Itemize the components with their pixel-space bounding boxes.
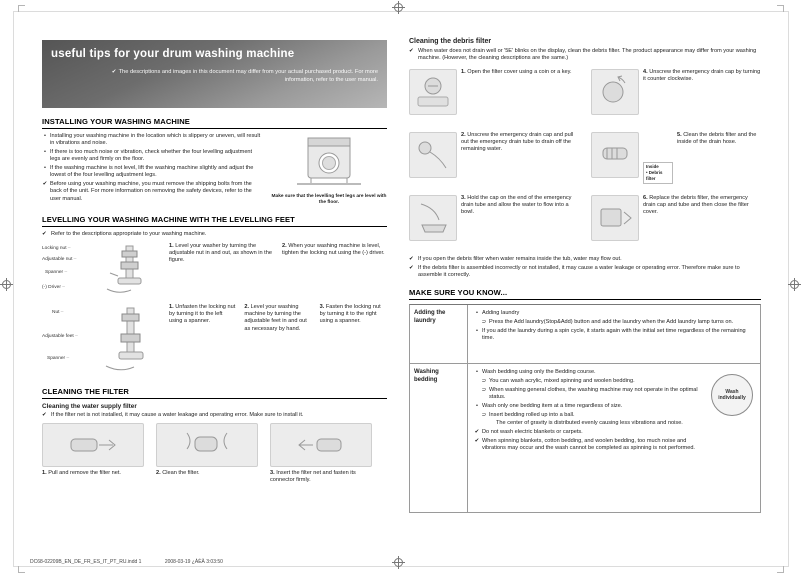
step-number: 3. xyxy=(461,194,466,201)
step-number: 1. xyxy=(169,242,174,249)
step-text: Clean the filter. xyxy=(162,470,200,476)
banner-note-text: The descriptions and images in this document may differ from your actual purchased product. For more information, refer to the user manual. xyxy=(118,69,378,83)
page-title: useful tips for your drum washing machine xyxy=(51,48,295,60)
debris-step-photo xyxy=(409,132,457,178)
list-item-text: Do not wash electric blankets or carpets. xyxy=(482,429,583,436)
list-item xyxy=(474,403,708,410)
levelling-steps-2 xyxy=(169,304,387,378)
step xyxy=(156,470,258,485)
badge-text: Wash xyxy=(725,389,739,396)
list-item-text: Before using your washing machine, you must remove the shipping bolts from the back of the unit. For more information on removing the safety devices, refer to the user manual. xyxy=(50,181,252,202)
list-item-text: The center of gravity is distributed evenly causing less vibrations and noise. xyxy=(496,420,683,427)
step-number: 1. xyxy=(42,470,47,476)
print-footer xyxy=(30,559,223,565)
footer-timestamp: 2008-03-19 ¿ÀÈÄ 3:03:50 xyxy=(164,559,223,565)
check-icon: ✔ xyxy=(409,255,414,262)
step-number: 4. xyxy=(643,68,648,75)
crop-mark-icon xyxy=(777,5,784,12)
list-item xyxy=(474,438,708,453)
subsection-heading-water-supply-filter: Cleaning the water supply filter xyxy=(42,402,137,410)
step-body: Replace the debris filter, the emergency drain cap and tube and then close the filter cover. xyxy=(643,194,749,216)
debris-note xyxy=(409,48,761,63)
filter-note xyxy=(42,412,387,419)
step xyxy=(591,195,761,251)
inset-label-line: Inside xyxy=(646,164,659,170)
row-label: Adding the laundry xyxy=(410,305,468,363)
section-heading-cleaning-filter: CLEANING THE FILTER xyxy=(42,387,387,399)
insert-filter-net-illustration xyxy=(291,427,351,463)
list-item-text: You can wash acrylic, mixed spinning and woolen bedding. xyxy=(489,378,635,385)
step-body: Hold the cap on the end of the emergency drain tube and allow the water to flow into a bowl. xyxy=(461,194,572,216)
step xyxy=(282,243,387,297)
row-content xyxy=(468,364,760,512)
inset-label-line: • Debris filter xyxy=(646,170,663,181)
list-item xyxy=(481,319,754,326)
note-text: Refer to the descriptions appropriate to your washing machine. xyxy=(51,231,207,238)
clean-filter-illustration xyxy=(177,427,237,463)
coin-open-cover-illustration xyxy=(413,73,453,111)
step xyxy=(409,195,579,251)
badge-text: individually xyxy=(718,395,746,402)
step xyxy=(320,304,387,378)
list-item-text: When washing general clothes, the washing machine may not operate in the optimal status. xyxy=(489,386,698,401)
list-item-text: If there is too much noise or vibration, check whether the four levelling adjustment legs are evenly and firmly on the floor. xyxy=(50,149,253,163)
check-icon: ✔ xyxy=(474,429,480,436)
inset-label xyxy=(643,162,673,183)
list-item xyxy=(42,165,263,180)
footer-filename: DC68-02209B_EN_DE_FR_ES_IT_PT_RU.indd 1 xyxy=(30,559,142,565)
bullet-icon: • xyxy=(476,369,478,376)
step-text: Level your washing machine by turning the adjustable feet in and out as necessary by hand. xyxy=(244,303,307,332)
levelling-leg-illustration xyxy=(102,243,156,297)
step xyxy=(244,304,311,378)
diagram-label: Nut – xyxy=(52,310,63,315)
list-item-text: Installing your washing machine in the location which is slippery or uneven, will result in vibrations and noise. xyxy=(50,133,261,147)
banner-note xyxy=(51,69,378,85)
sub-bullet-icon: ⊃ xyxy=(481,386,487,393)
sub-bullet-icon: ⊃ xyxy=(481,411,487,418)
registration-mark-icon xyxy=(790,280,799,289)
diagram-label: Adjustable feet – xyxy=(42,334,78,339)
clean-debris-filter-illustration xyxy=(595,136,635,174)
bullet-icon xyxy=(488,420,494,427)
list-item xyxy=(481,412,708,419)
check-icon: ✔ xyxy=(42,231,47,238)
step-number: 2. xyxy=(461,131,466,138)
step xyxy=(270,470,372,485)
list-item xyxy=(474,369,708,376)
debris-step-photo xyxy=(409,195,457,241)
step-number: 1. xyxy=(461,68,466,75)
levelling-diagram-1 xyxy=(42,243,387,297)
washing-machine-illustration xyxy=(293,135,365,187)
section-heading-installing: INSTALLING YOUR WASHING MACHINE xyxy=(42,117,387,129)
registration-mark-icon xyxy=(2,280,11,289)
list-item xyxy=(474,328,754,343)
note-text: If the filter net is not installed, it may cause a water leakage and operating error. Make sure to install it. xyxy=(51,411,304,418)
wash-individually-badge xyxy=(711,374,753,416)
subsection-heading-debris-filter: Cleaning the debris filter xyxy=(409,38,492,45)
step-body: Unscrew the emergency drain cap by turning it counter clockwise. xyxy=(643,68,761,82)
bullet-icon: • xyxy=(476,310,478,317)
list-item-text: When spinning blankets, cotton bedding, and woolen bedding, too much noise and vibrations may occur and the wash cannot be completed as spinning is not performed. xyxy=(482,437,695,452)
step xyxy=(169,304,236,378)
row-content xyxy=(468,305,760,363)
filter-step-photo xyxy=(42,423,144,467)
installing-section xyxy=(42,133,387,206)
step-body: Open the filter cover using a coin or a key. xyxy=(467,68,572,75)
section-heading-make-sure: MAKE SURE YOU KNOW... xyxy=(409,288,761,300)
step-number: 3. xyxy=(319,303,325,310)
replace-filter-cover-illustration xyxy=(595,199,635,237)
filter-step-photo xyxy=(270,423,372,467)
step-number: 1. xyxy=(169,303,174,310)
step-number: 5. xyxy=(677,131,682,138)
step xyxy=(409,69,579,125)
levelling-figure-2 xyxy=(42,304,160,378)
step-text xyxy=(461,132,579,188)
list-item xyxy=(42,181,263,203)
levelling-figure-1 xyxy=(42,243,160,297)
list-item-text: If you add the laundry during a spin cycle, it starts again with the initial set time regardless of the remaining time. xyxy=(482,327,746,342)
step-text: Unfasten the locking nut by turning it to the left using a spanner. xyxy=(169,303,236,325)
levelling-note xyxy=(42,231,387,238)
unscrew-cap-illustration xyxy=(595,73,635,111)
list-item-text: Insert bedding rolled up into a ball. xyxy=(489,411,575,418)
list-item xyxy=(488,420,708,427)
diagram-label: Spanner – xyxy=(47,356,69,361)
bullet-icon: • xyxy=(476,327,478,334)
diagram-label: Spanner – xyxy=(45,270,67,275)
diagram-label: (-) Driver – xyxy=(42,285,65,290)
levelling-diagram-2 xyxy=(42,304,387,378)
step-text xyxy=(643,69,761,125)
list-item xyxy=(481,378,708,385)
step xyxy=(591,132,761,188)
levelling-foot-illustration xyxy=(102,304,156,376)
diagram-label: Adjustable nut – xyxy=(42,257,76,262)
list-item xyxy=(474,310,754,317)
step xyxy=(169,243,274,297)
installing-figure xyxy=(271,133,387,206)
step-text: When your washing machine is level, tighten the locking nut using the (-) driver. xyxy=(282,242,385,256)
debris-step-photo xyxy=(591,132,639,178)
list-item xyxy=(42,149,263,164)
check-icon: ✔ xyxy=(42,181,48,188)
check-icon: ✔ xyxy=(474,437,480,444)
list-item-text: If the washing machine is not level, lift the washing machine slightly and adjust the lowest of the four levelling adjustment legs. xyxy=(50,165,254,179)
step-number: 2. xyxy=(156,470,161,476)
crop-mark-icon xyxy=(18,566,25,573)
check-icon: ✔ xyxy=(409,48,414,54)
list-item xyxy=(481,387,708,402)
debris-steps-grid xyxy=(409,69,761,251)
step-number: 2. xyxy=(244,303,249,310)
table-row xyxy=(410,305,760,363)
debris-step-photo xyxy=(409,69,457,115)
diagram-label: Locking nut – xyxy=(42,246,71,251)
make-sure-table xyxy=(409,304,761,513)
crop-mark-icon xyxy=(18,5,25,12)
check-icon: ✔ xyxy=(409,264,414,271)
levelling-steps-1 xyxy=(169,243,387,297)
crop-mark-icon xyxy=(777,566,784,573)
step-text xyxy=(461,195,579,251)
pull-filter-net-illustration xyxy=(63,427,123,463)
step-text xyxy=(677,132,761,188)
step-body: Clean the debris filter and the inside of the drain hose. xyxy=(677,131,757,145)
debris-step-photo xyxy=(591,195,639,241)
note-text: When water does not drain well or '5E' blinks on the display, clean the debris filter. The product appearance may differ from your washing machine. (However, the cleaning descriptions are the same.) xyxy=(418,48,757,62)
installing-bullets xyxy=(42,133,263,206)
step-text xyxy=(461,69,579,125)
check-icon: ✔ xyxy=(111,69,117,75)
sub-bullet-icon: ⊃ xyxy=(481,319,487,326)
bullet-icon: • xyxy=(44,149,46,156)
list-item xyxy=(474,429,708,436)
step-text: Fasten the locking nut by turning it to the right using a spanner. xyxy=(319,303,381,325)
step-number: 6. xyxy=(643,194,648,201)
bullet-icon: • xyxy=(44,133,46,139)
right-column xyxy=(409,38,761,513)
filter-steps xyxy=(42,470,387,485)
step xyxy=(42,470,144,485)
step-text: Pull and remove the filter net. xyxy=(48,470,121,476)
list-item-text: Wash bedding using only the Bedding course. xyxy=(482,369,596,376)
registration-mark-icon xyxy=(394,3,403,12)
title-banner xyxy=(42,40,387,108)
drain-into-bowl-illustration xyxy=(413,199,453,237)
filter-step-photo xyxy=(156,423,258,467)
check-icon: ✔ xyxy=(42,411,47,418)
filter-figures xyxy=(42,423,387,467)
step-body: Unscrew the emergency drain cap and pull out the emergency drain tube to drain off the remaining water. xyxy=(461,131,574,153)
left-column xyxy=(42,40,387,485)
list-item-text: Press the Add laundry(Stop&Add) button and add the laundry when the Add laundry lamp turns on. xyxy=(489,319,734,326)
bullet-icon: • xyxy=(44,165,46,172)
list-item xyxy=(42,133,263,148)
step-text: Insert the filter net and fasten its connector firmly. xyxy=(270,470,356,484)
step-number: 3. xyxy=(270,470,275,476)
pull-drain-tube-illustration xyxy=(413,136,453,174)
registration-mark-icon xyxy=(394,558,403,567)
step-text xyxy=(643,195,761,251)
debris-warning-note xyxy=(409,256,761,263)
list-item-text: Adding laundry xyxy=(482,310,520,317)
step xyxy=(591,69,761,125)
table-row xyxy=(410,363,760,512)
note-text: If the debris filter is assembled incorrectly or not installed, it may cause a water leakage or operating error. Therefore make sure to assemble it correctly. xyxy=(418,264,740,279)
step xyxy=(409,132,579,188)
bullet-icon: • xyxy=(476,402,478,409)
step-number: 2. xyxy=(282,242,287,249)
step-text: Level your washer by turning the adjustable nut in and out, as shown in the figure. xyxy=(169,242,272,264)
debris-step-photo xyxy=(591,69,639,115)
section-heading-levelling: LEVELLING YOUR WASHING MACHINE WITH THE LEVELLING FEET xyxy=(42,215,387,227)
debris-warning-note xyxy=(409,265,761,280)
list-item-text: Wash only one bedding item at a time regardless of size. xyxy=(482,402,623,409)
sub-bullet-icon: ⊃ xyxy=(481,378,487,385)
note-text: If you open the debris filter when water remains inside the tub, water may flow out. xyxy=(418,255,622,262)
figure-caption: Make sure that the levelling feet legs are level with the floor. xyxy=(271,194,387,206)
row-label: Washing bedding xyxy=(410,364,468,512)
